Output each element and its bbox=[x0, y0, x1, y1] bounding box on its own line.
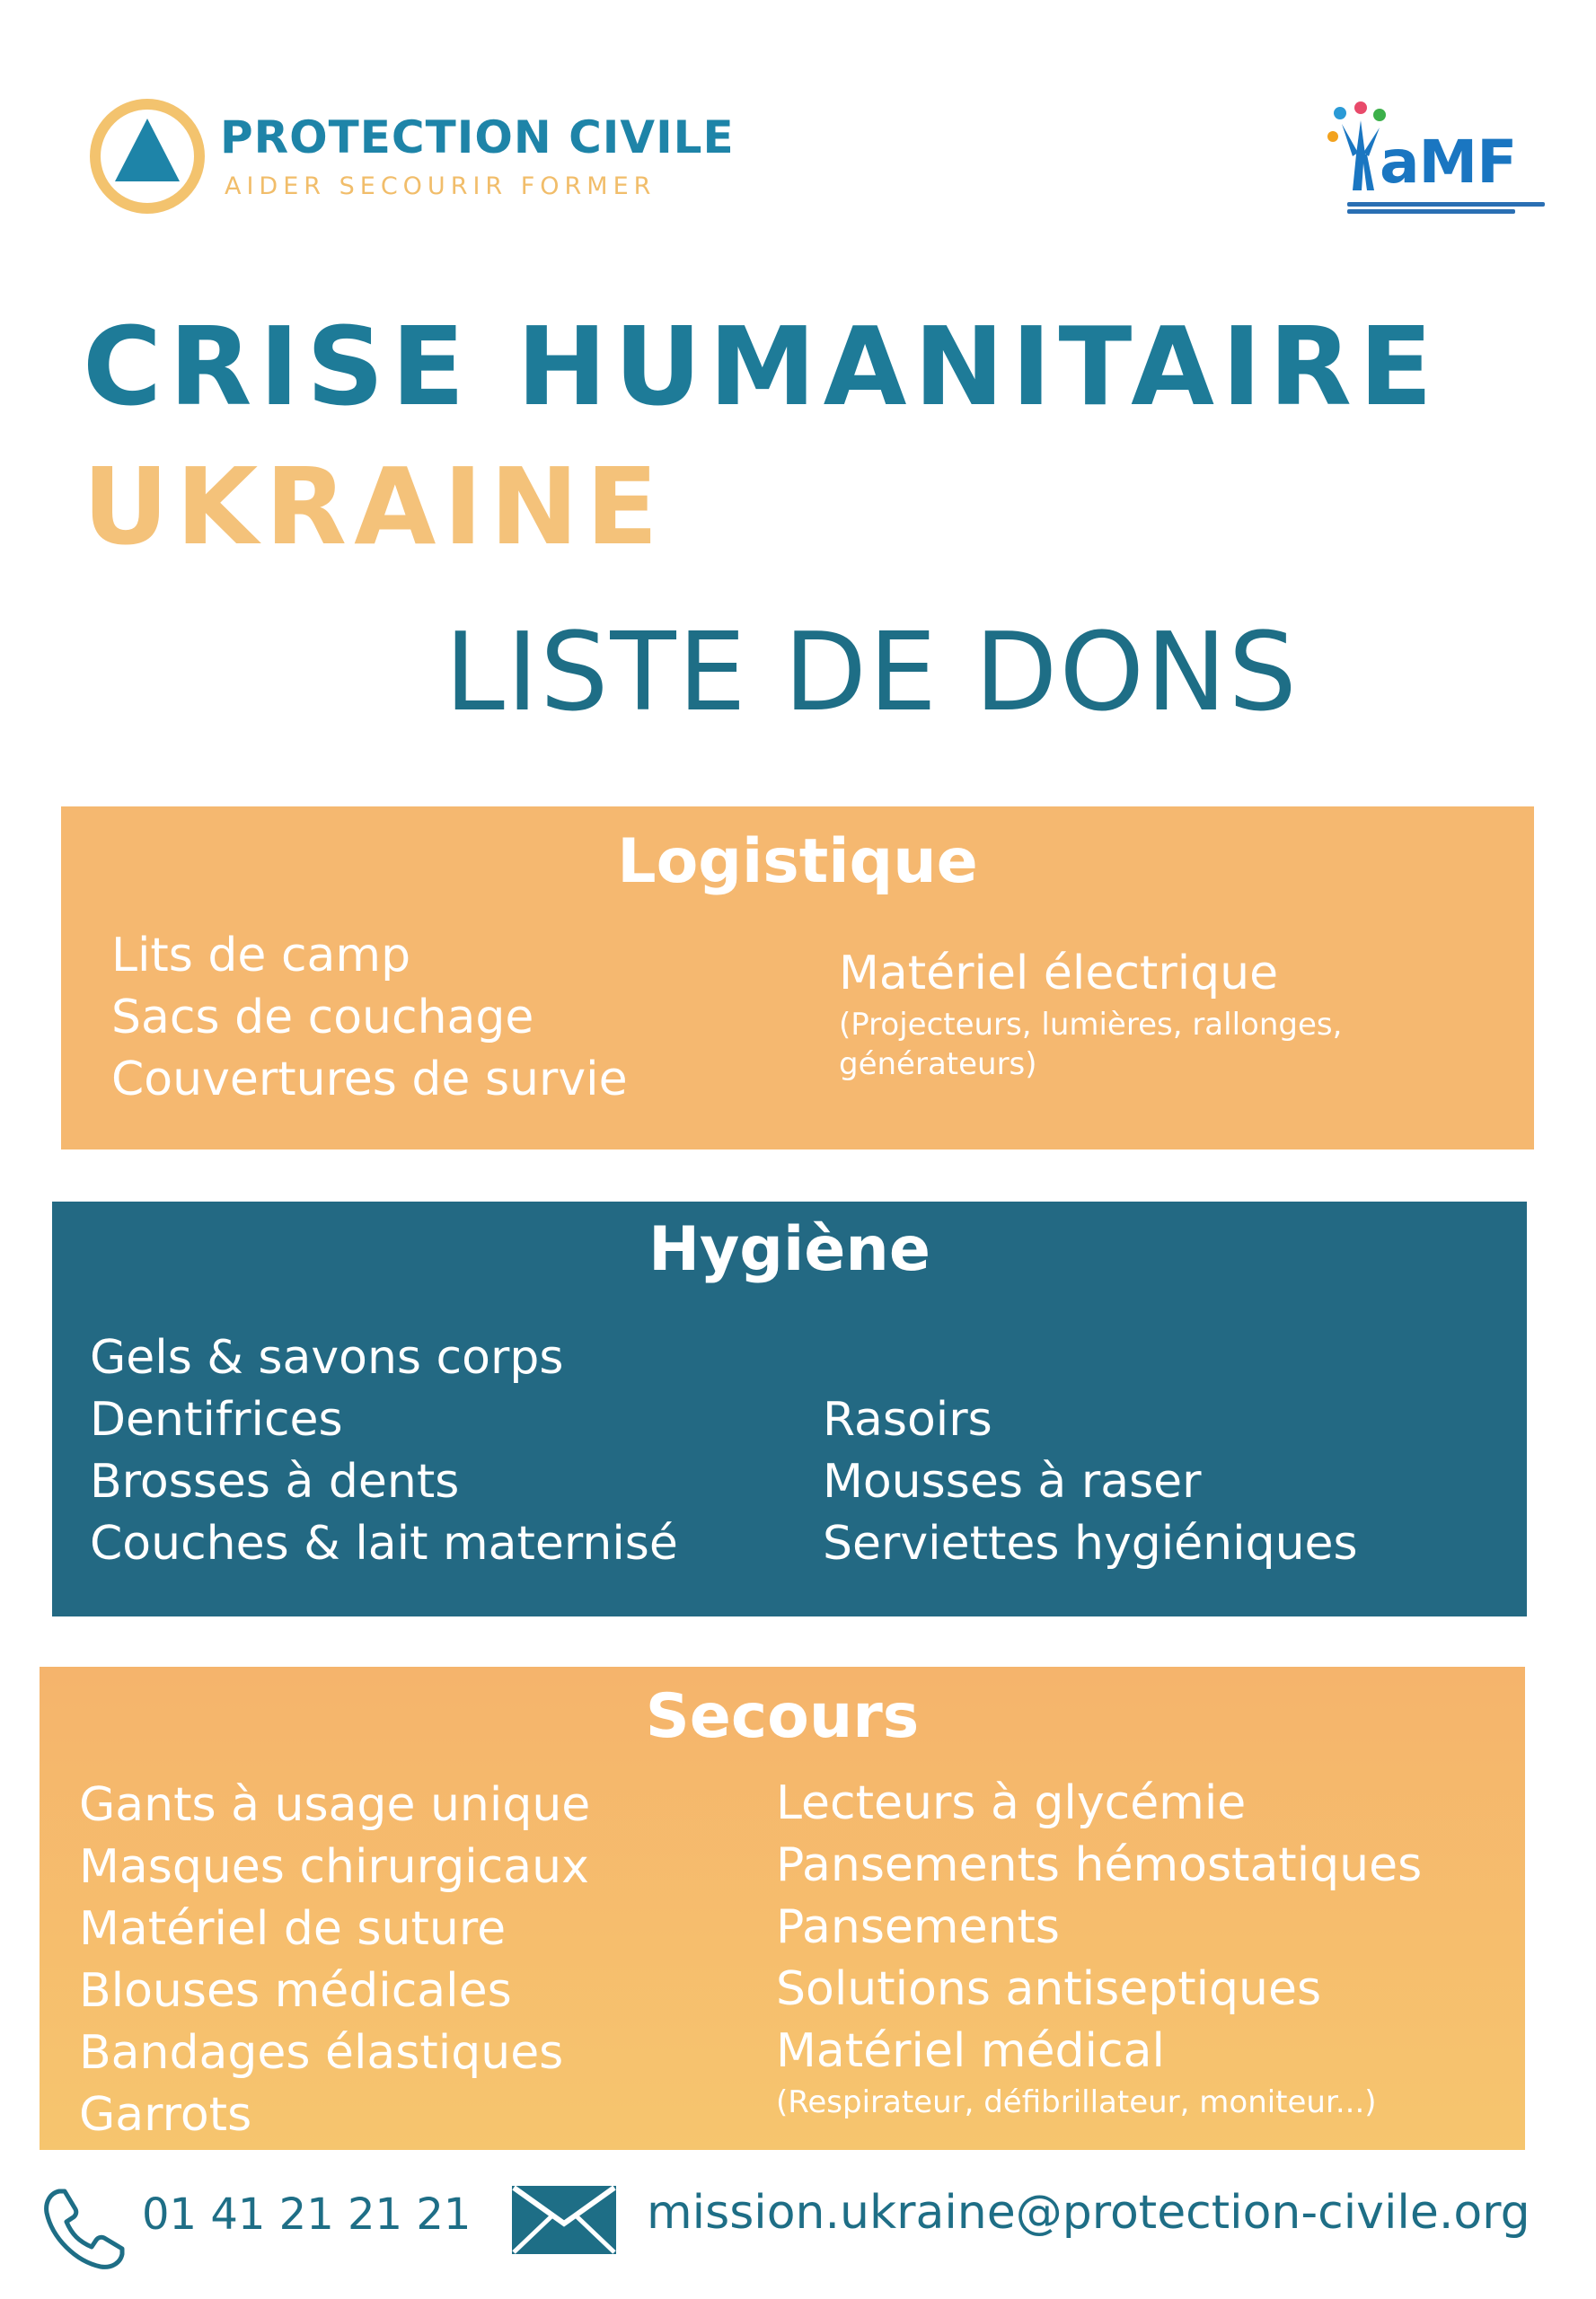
list-item-note: (Projecteurs, lumières, rallonges, générateurs) bbox=[839, 1007, 1343, 1082]
list-item: Pansements hémostatiques bbox=[776, 1838, 1423, 1892]
list-item: Sacs de couchage bbox=[111, 991, 534, 1044]
list-item: Couches & lait maternisé bbox=[90, 1517, 678, 1571]
section-title-secours: Secours bbox=[645, 1681, 920, 1752]
section-title-hygiene: Hygiène bbox=[648, 1214, 930, 1285]
list-item: Lits de camp bbox=[111, 929, 411, 982]
logistique-right-list bbox=[839, 943, 1503, 1084]
phone-number[interactable]: 01 41 21 21 21 bbox=[142, 2189, 472, 2240]
section-title-logistique: Logistique bbox=[617, 826, 978, 897]
list-item: Garrots bbox=[79, 2088, 252, 2142]
protection-civile-logo bbox=[90, 99, 826, 225]
list-item: Blouses médicales bbox=[79, 1964, 512, 2018]
list-item: Rasoirs bbox=[823, 1393, 992, 1447]
list-item: Matériel électrique bbox=[839, 947, 1279, 1000]
section-logistique bbox=[61, 806, 1534, 1150]
list-item: Brosses à dents bbox=[90, 1455, 460, 1509]
list-item: Gants à usage unique bbox=[79, 1778, 591, 1832]
list-item: Dentifrices bbox=[90, 1393, 343, 1447]
list-item: Solutions antiseptiques bbox=[776, 1962, 1322, 2016]
list-item: Bandages élastiques bbox=[79, 2026, 564, 2080]
list-item: Gels & savons corps bbox=[90, 1331, 564, 1385]
headline-ukraine: UKRAINE bbox=[83, 445, 666, 568]
headline-liste-de-dons: LISTE DE DONS bbox=[445, 611, 1299, 736]
email-address[interactable]: mission.ukraine@protection-civile.org bbox=[647, 2186, 1530, 2240]
hygiene-left-list bbox=[90, 1327, 678, 1575]
protection-civile-tagline: AIDER SECOURIR FORMER bbox=[225, 172, 657, 200]
secours-right-list bbox=[776, 1773, 1512, 2122]
amf-name: aMF bbox=[1380, 128, 1517, 197]
list-item: Matériel médical bbox=[776, 2024, 1165, 2078]
list-item-note: (Respirateur, défibrillateur, moniteur...) bbox=[776, 2084, 1377, 2120]
list-item: Serviettes hygiéniques bbox=[823, 1517, 1358, 1571]
list-item: Couvertures de survie bbox=[111, 1053, 628, 1106]
section-hygiene bbox=[52, 1202, 1527, 1616]
mail-icon bbox=[510, 2184, 618, 2256]
protection-civile-emblem-icon bbox=[90, 99, 205, 214]
list-item: Mousses à raser bbox=[823, 1455, 1202, 1509]
amf-logo bbox=[1320, 101, 1545, 226]
logistique-left-list bbox=[111, 925, 628, 1111]
amf-subtitle-lines bbox=[1347, 199, 1545, 219]
list-item: Pansements bbox=[776, 1900, 1061, 1954]
protection-civile-name: PROTECTION CIVILE bbox=[220, 111, 735, 163]
section-secours bbox=[40, 1667, 1525, 2150]
list-item: Matériel de suture bbox=[79, 1902, 507, 1956]
list-item: Masques chirurgicaux bbox=[79, 1840, 589, 1894]
secours-left-list bbox=[79, 1775, 590, 2146]
phone-icon bbox=[40, 2184, 129, 2274]
list-item: Lecteurs à glycémie bbox=[776, 1776, 1247, 1830]
headline-crise-humanitaire: CRISE HUMANITAIRE bbox=[83, 305, 1440, 430]
hygiene-right-list bbox=[823, 1389, 1358, 1575]
